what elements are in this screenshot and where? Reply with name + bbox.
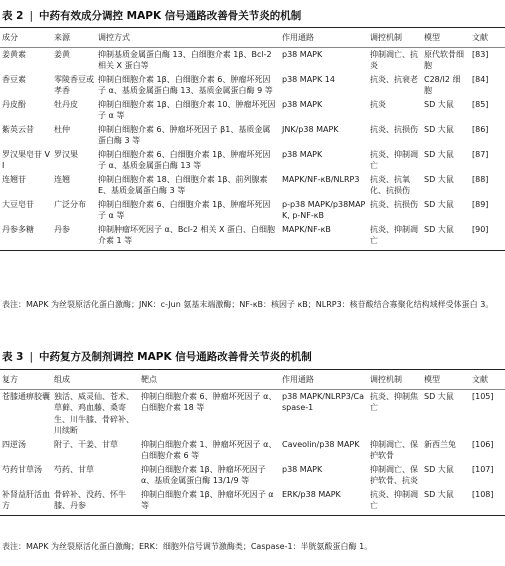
- table-cell: SD 大鼠: [424, 99, 454, 109]
- table-cell: 香豆素: [2, 74, 26, 84]
- table-cell: Caveolin/p38 MAPK: [282, 439, 360, 449]
- table-cell: MAPK/NF-κB: [280, 223, 368, 251]
- table-cell: 四逆汤: [2, 439, 26, 449]
- table-row: [0, 198, 505, 223]
- table-cell: SD 大鼠: [422, 488, 470, 516]
- table-row: [0, 173, 505, 198]
- table-cell: 独活、威灵仙、苍术、草藓、鸡血藤、桑寄生、川牛膝、骨碎补、川续断: [54, 391, 134, 435]
- table-cell: [106]: [472, 439, 494, 449]
- table-cell: [83]: [472, 49, 489, 59]
- table-cell: p38 MAPK/NLRP3/Caspase-1: [282, 391, 365, 412]
- table-cell: [89]: [472, 199, 489, 209]
- table-row: [0, 98, 505, 123]
- table-cell: 大豆皂苷: [2, 199, 34, 209]
- table-cell: 抑制肿瘤坏死因子 α、Bcl-2 相关 X 蛋白、白细胞介素 1 等: [96, 223, 280, 251]
- table-cell: SD 大鼠: [424, 199, 454, 209]
- table-cell: SD 大鼠: [424, 174, 454, 184]
- table-cell: 抑制白细胞介素 1β、白细胞介素 6、肿瘤坏死因子 α、基质金属蛋白酶 13、基质金属蛋白酶 9 等: [98, 74, 273, 95]
- table-cell: ERK/p38 MAPK: [280, 488, 368, 516]
- table-cell: 抗炎、抑制凋亡: [368, 223, 422, 251]
- table2-header-cell: 文献: [470, 28, 505, 48]
- table-cell: p-p38 MAPK/p38MAPK, p-NF-κB: [282, 199, 366, 220]
- table-row: [0, 389, 505, 438]
- table-cell: [108]: [470, 488, 505, 516]
- table-cell: 抗炎、抗衰老: [370, 74, 418, 84]
- table2-header-row: [0, 28, 505, 48]
- table3-note: 表注：MAPK 为丝裂原活化蛋白激酶；ERK：细胞外信号调节激酶类；Caspase-1：半胱氨酸蛋白酶 1。: [2, 542, 373, 551]
- table-cell: 抑制凋亡、抗炎: [370, 49, 418, 70]
- table2-title: 中药有效成分调控 MAPK 信号通路改善骨关节炎的机制: [39, 10, 302, 22]
- table-cell: [86]: [472, 124, 489, 134]
- table-cell: [88]: [472, 174, 489, 184]
- table2-caption: [0, 8, 301, 23]
- table-cell: MAPK/NF-κB/NLRP3: [282, 174, 360, 184]
- table2: [0, 27, 505, 251]
- table3-header-cell: 作用通路: [280, 370, 368, 390]
- table3-caption: [0, 349, 312, 364]
- table-cell: p38 MAPK: [282, 149, 323, 159]
- table-cell: 原代软骨细胞: [424, 49, 464, 70]
- table-cell: 抑制白细胞介素 6、白细胞介素 1β、肿瘤坏死因子 α、基质金属蛋白酶 13 等: [98, 149, 271, 170]
- table-cell: 苍膝通痹胶囊: [2, 391, 50, 401]
- table-cell: [107]: [472, 464, 494, 474]
- table-cell: [90]: [470, 223, 505, 251]
- table-row: [0, 488, 505, 516]
- table-row: [0, 438, 505, 463]
- table-cell: p38 MAPK: [282, 99, 323, 109]
- table-row: [0, 463, 505, 488]
- caption-separator: |: [29, 351, 34, 363]
- table-cell: 附子、干姜、甘草: [54, 439, 118, 449]
- caption-separator: |: [29, 10, 34, 22]
- table-cell: 抗炎、抗损伤: [370, 124, 418, 134]
- table-cell: 抗炎、抑制凋亡: [368, 488, 422, 516]
- table-cell: 抗炎、抑制凋亡: [370, 149, 418, 170]
- table-cell: 零陵香豆或孝香: [54, 74, 94, 95]
- table-cell: 抑制白细胞介素 1、肿瘤坏死因子 α、白细胞介素 6 等: [141, 439, 277, 460]
- table3-header-cell: 组成: [52, 370, 139, 390]
- table2-number: 表 2: [2, 10, 24, 22]
- table-cell: 新西兰兔: [424, 439, 456, 449]
- table-cell: 骨碎补、没药、怀牛膝、丹参: [52, 488, 139, 516]
- table-cell: 抗炎、抑制焦亡: [370, 391, 418, 412]
- table3-header-cell: 复方: [0, 370, 52, 390]
- table-cell: SD 大鼠: [424, 464, 454, 474]
- table-cell: JNK/p38 MAPK: [282, 124, 339, 134]
- table-cell: [105]: [472, 391, 494, 401]
- table-cell: 芍药、甘草: [54, 464, 94, 474]
- table-cell: p38 MAPK 14: [282, 74, 335, 84]
- table3-header-row: [0, 370, 505, 390]
- table3: [0, 369, 505, 516]
- table-cell: 牡丹皮: [54, 99, 78, 109]
- table-cell: 连翘: [54, 174, 70, 184]
- table-cell: 补肾益肝活血方: [0, 488, 52, 516]
- table-cell: 罗汉果皂苷 VI: [2, 149, 51, 170]
- table3-header-cell: 靶点: [139, 370, 280, 390]
- table-row: [0, 223, 505, 251]
- table3-header-cell: 模型: [422, 370, 470, 390]
- table-cell: 罗汉果: [54, 149, 78, 159]
- table-cell: 抑制凋亡、保护软骨: [370, 439, 418, 460]
- table2-header-cell: 模型: [422, 28, 470, 48]
- table-cell: 连翘苷: [2, 174, 26, 184]
- table-row: [0, 73, 505, 98]
- table-cell: 姜黄素: [2, 49, 26, 59]
- table3-header-cell: 调控机制: [368, 370, 422, 390]
- table-cell: 抑制白细胞介素 1β、肿瘤坏死因子 α 等: [139, 488, 280, 516]
- table-cell: 杜仲: [54, 124, 70, 134]
- table-cell: 紫英云昔: [2, 124, 34, 134]
- table2-header-cell: 调控机制: [368, 28, 422, 48]
- table-cell: 抑制基质金属蛋白酶 13、白细胞介素 1β、Bcl-2 相关 X 蛋白等: [98, 49, 272, 70]
- table-cell: 抑制白细胞介素 6、肿瘤坏死因子 α、白细胞介素 18 等: [141, 391, 277, 412]
- table2-header-cell: 作用通路: [280, 28, 368, 48]
- table-row: [0, 123, 505, 148]
- table2-note: 表注：MAPK 为丝裂原活化蛋白激酶；JNK：c-Jun 氨基末端激酶；NF-κB：核因子 κB；NLRP3：核苷酸结合寡聚化结构域样受体蛋白 3。: [2, 300, 494, 309]
- table-cell: 芍药甘草汤: [2, 464, 42, 474]
- table-cell: 抑制白细胞介素 1β、肿瘤坏死因子 α、基质金属蛋白酶 13/1/9 等: [141, 464, 266, 485]
- table-cell: 姜黄: [54, 49, 70, 59]
- table-cell: SD 大鼠: [424, 149, 454, 159]
- table2-header-cell: 调控方式: [96, 28, 280, 48]
- table-cell: C28/I2 细胞: [424, 74, 461, 95]
- table-cell: SD 大鼠: [424, 391, 454, 401]
- table-cell: 抗炎: [370, 99, 386, 109]
- table-cell: [87]: [472, 149, 489, 159]
- table-row: [0, 148, 505, 173]
- table-cell: 抑制白细胞介素 6、白细胞介素 1β、肿瘤坏死因子 α 等: [98, 199, 271, 220]
- table-cell: 丹皮酚: [2, 99, 26, 109]
- table-cell: p38 MAPK: [282, 464, 323, 474]
- table-cell: [84]: [472, 74, 489, 84]
- table-cell: 抑制白细胞介素 1β、白细胞介素 10、肿瘤坏死因子 α 等: [98, 99, 276, 120]
- table-cell: p38 MAPK: [282, 49, 323, 59]
- table3-title: 中药复方及制剂调控 MAPK 信号通路改善骨关节炎的机制: [39, 351, 312, 363]
- table-cell: 丹参: [52, 223, 96, 251]
- table-cell: 抑制凋亡、保护软骨、抗炎: [370, 464, 418, 485]
- table-cell: 抑制白细胞介素 18、白细胞介素 1β、前列腺素 E、基质金属蛋白酶 3 等: [98, 174, 268, 195]
- table-row: [0, 47, 505, 73]
- table-cell: SD 大鼠: [422, 223, 470, 251]
- table3-number: 表 3: [2, 351, 24, 363]
- table-cell: 抗炎、抗氧化、抗损伤: [370, 174, 410, 195]
- table-cell: [85]: [472, 99, 489, 109]
- table-cell: 抑制白细胞介素 6、肿瘤坏死因子 β1、基质金属蛋白酶 3 等: [98, 124, 271, 145]
- table3-header-cell: 文献: [470, 370, 505, 390]
- table-cell: SD 大鼠: [424, 124, 454, 134]
- table2-header-cell: 成分: [0, 28, 52, 48]
- table-cell: 广泛分布: [54, 199, 86, 209]
- table2-header-cell: 来源: [52, 28, 96, 48]
- table-cell: 抗炎、抗损伤: [370, 199, 418, 209]
- table-cell: 丹参多糖: [0, 223, 52, 251]
